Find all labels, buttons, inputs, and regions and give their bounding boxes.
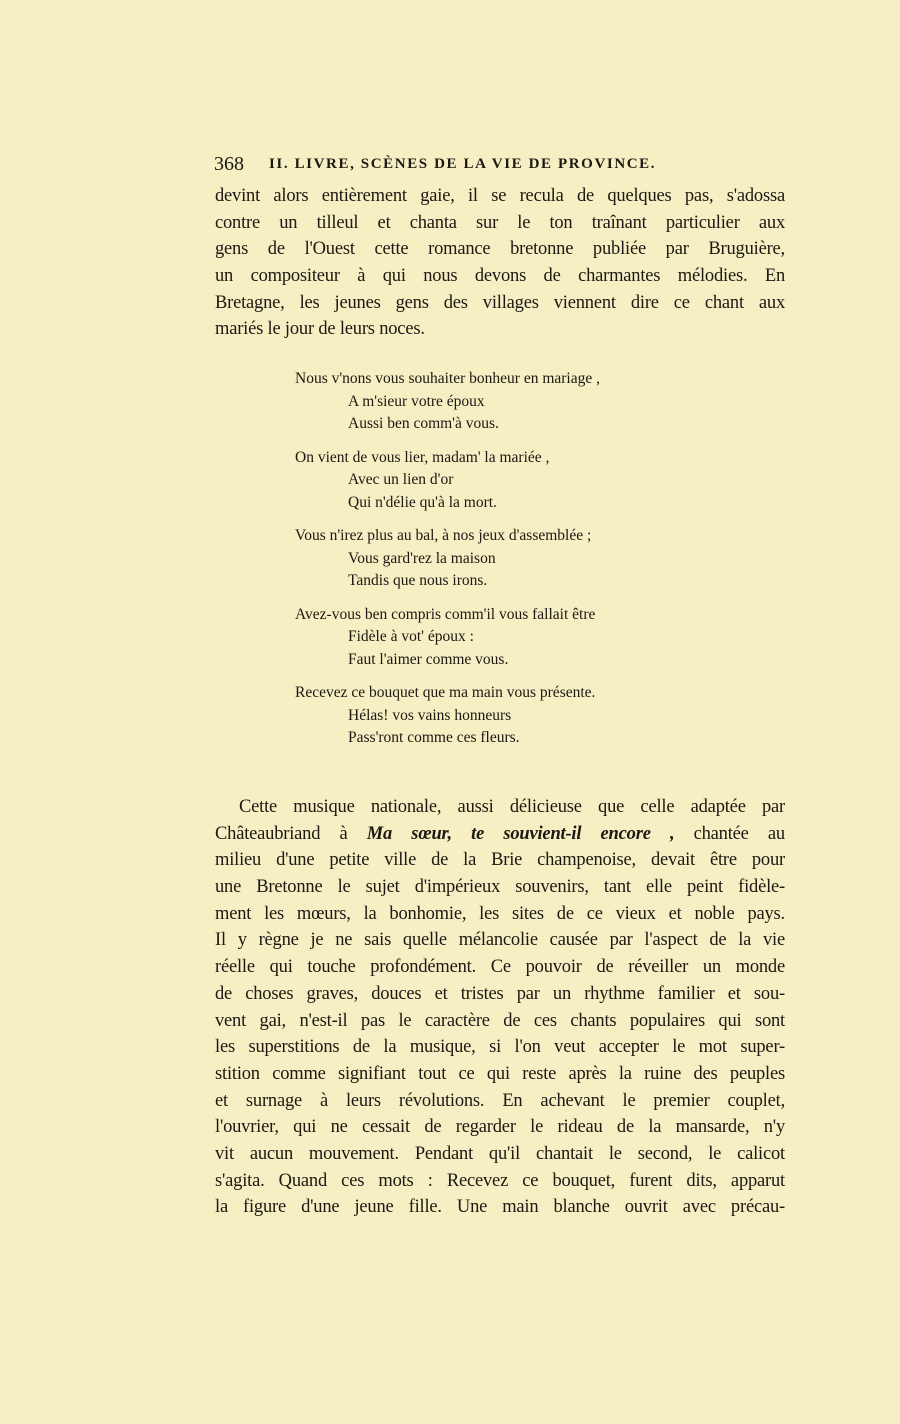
text-line: stition comme signifiant tout ce qui reste après la ruine des peuples (215, 1063, 785, 1084)
verse-line: Recevez ce bouquet que ma main vous présente. (295, 684, 596, 701)
text-line: Bretagne, les jeunes gens des villages viennent dire ce chant aux (215, 292, 785, 313)
text-line: ment les mœurs, la bonhomie, les sites de ce vieux et noble pays. (215, 903, 785, 924)
text-line: réelle qui touche profondément. Ce pouvoir de réveiller un monde (215, 957, 785, 978)
verse-line: Vous gard'rez la maison (348, 549, 496, 567)
stanza (295, 525, 715, 593)
text-line: milieu d'une petite ville de la Brie champenoise, devait être pour (215, 850, 785, 871)
verse-line: Qui n'délie qu'à la mort. (348, 493, 497, 511)
verse-line: Nous v'nons vous souhaiter bonheur en mariage , (295, 370, 600, 387)
text-line (215, 821, 785, 848)
text-line: de choses graves, douces et tristes par un rhythme familier et sou- (215, 983, 785, 1004)
verse-line: On vient de vous lier, madam' la mariée , (295, 448, 550, 466)
text-line: Cette musique nationale, aussi délicieuse que celle adaptée par (239, 797, 785, 817)
song-title-italic: Ma sœur, te souvient-il encore , (366, 823, 675, 844)
verse-line: A m'sieur votre époux (348, 392, 485, 410)
verse-line: Avez-vous ben compris comm'il vous fallait être (295, 605, 596, 623)
text-line: s'agita. Quand ces mots : Recevez ce bouquet, furent dits, apparut (215, 1170, 785, 1191)
text-line: vent gai, n'est-il pas le caractère de ces chants populaires qui sont (215, 1010, 785, 1031)
paragraph-2 (215, 794, 785, 1221)
running-header (214, 153, 714, 181)
stanza (295, 682, 715, 750)
verse-line: Pass'ront comme ces fleurs. (348, 729, 520, 746)
page-number: 368 (214, 153, 244, 175)
song-verses (295, 368, 715, 761)
text-line: une Bretonne le sujet d'impérieux souvenirs, tant elle peint fidèle- (215, 877, 785, 898)
text-line: l'ouvrier, qui ne cessait de regarder le rideau de la mansarde, n'y (215, 1117, 785, 1138)
text-line: les superstitions de la musique, si l'on veut accepter le mot super- (215, 1037, 785, 1058)
text-line: un compositeur à qui nous devons de charmantes mélodies. En (215, 266, 785, 287)
verse-line: Faut l'aimer comme vous. (348, 650, 509, 668)
text-line: contre un tilleul et chanta sur le ton traînant particulier aux (215, 212, 785, 233)
verse-line: Tandis que nous irons. (348, 572, 488, 589)
text-span: chantée au (674, 823, 785, 844)
text-line: mariés le jour de leurs noces. (215, 319, 425, 340)
verse-line: Hélas! vos vains honneurs (348, 706, 512, 724)
verse-line: Avec un lien d'or (348, 471, 454, 488)
text-line: la figure d'une jeune fille. Une main blanche ouvrit avec précau- (215, 1197, 785, 1218)
text-line: devint alors entièrement gaie, il se recula de quelques pas, s'adossa (215, 186, 785, 206)
text-line: gens de l'Ouest cette romance bretonne publiée par Bruguière, (215, 239, 785, 260)
text-line: vit aucun mouvement. Pendant qu'il chantait le second, le calicot (215, 1143, 785, 1164)
paragraph-1 (215, 183, 785, 343)
text-line: Il y règne je ne sais quelle mélancolie causée par l'aspect de la vie (215, 930, 785, 951)
running-title: II. LIVRE, SCÈNES DE LA VIE DE PROVINCE. (269, 156, 657, 172)
verse-line: Fidèle à vot' époux : (348, 628, 474, 645)
verse-line: Vous n'irez plus au bal, à nos jeux d'assemblée ; (295, 527, 592, 544)
stanza (295, 447, 715, 515)
verse-line: Aussi ben comm'à vous. (348, 415, 499, 432)
text-span: Châteaubriand à (215, 823, 367, 844)
stanza (295, 604, 715, 672)
stanza (295, 368, 715, 436)
text-line: et surnage à leurs révolutions. En achevant le premier couplet, (215, 1090, 785, 1111)
